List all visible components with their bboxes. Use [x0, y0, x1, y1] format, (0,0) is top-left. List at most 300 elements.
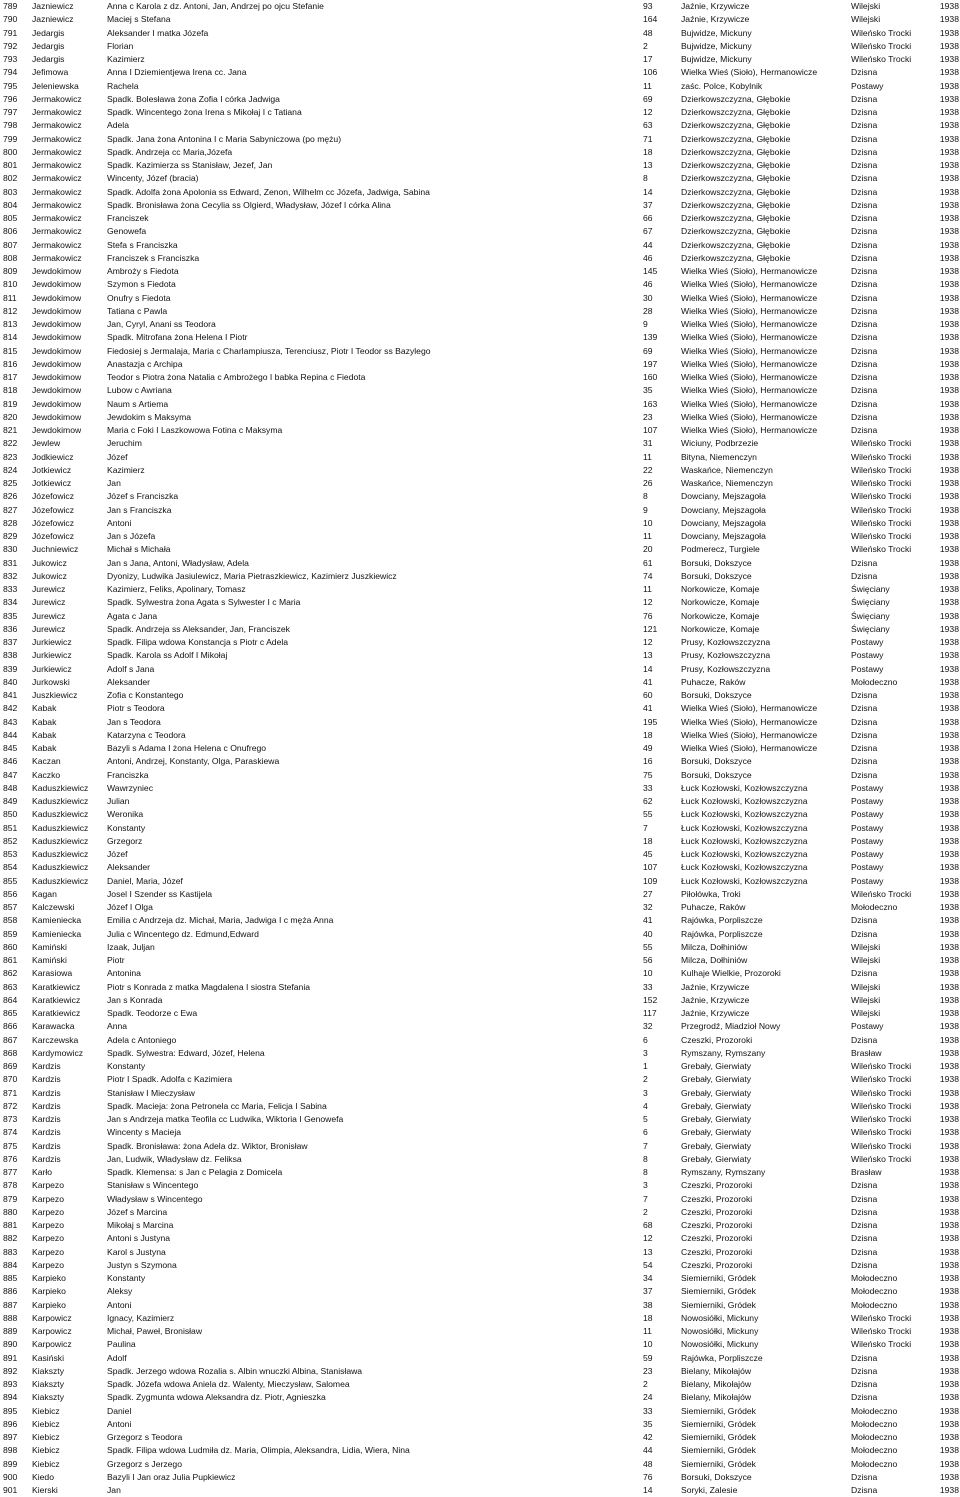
surname-cell: Karło	[32, 1167, 53, 1177]
given-names-cell: Kazimierz	[107, 54, 145, 64]
record-number-cell: 851	[3, 822, 18, 833]
village-commune-cell: Borsuki, Dokszyce	[681, 557, 752, 568]
village-commune-cell: Wielka Wieś (Sioło), Hermanowicze	[681, 279, 818, 290]
table-row	[0, 1206, 960, 1219]
year-cell: 1938	[939, 120, 959, 131]
given-names-cell: Spadk. Filipa wdowa Konstancja s Piotr c Adela	[107, 637, 289, 647]
county-cell: Dzisna	[851, 266, 878, 276]
given-names-cell: Władysław s Wincentego	[107, 1193, 203, 1204]
given-names-cell: Spadk. Kazimierza ss Stanisław, Jezef, Jan	[107, 160, 273, 170]
record-number-cell: 821	[3, 425, 18, 435]
property-number-cell: 45	[643, 849, 653, 859]
year-cell: 1938	[939, 358, 959, 369]
village-commune-cell: Waskańce, Niemenczyn	[681, 464, 773, 475]
county-cell: Postawy	[851, 809, 884, 820]
year-cell: 1938	[939, 1193, 959, 1204]
county-cell: Wileńsko Trocki	[851, 888, 912, 899]
year-cell: 1938	[939, 782, 959, 793]
property-number-cell: 10	[643, 517, 653, 528]
given-names-cell: Spadk. Bronisława żona Cecylia ss Olgierd, Władysław, Józef I córka Alina	[107, 199, 391, 210]
year-cell: 1938	[939, 186, 959, 197]
county-cell: Postawy	[851, 782, 884, 793]
year-cell: 1938	[939, 1326, 959, 1336]
county-cell: Dzisna	[851, 186, 878, 197]
village-commune-cell: Borsuki, Dokszyce	[681, 1471, 752, 1482]
county-cell: Dzisna	[851, 279, 878, 290]
surname-cell: Józefowicz	[32, 491, 75, 502]
village-commune-cell: Dowciany, Mejszagoła	[681, 491, 766, 502]
surname-cell: Jermakowicz	[32, 199, 82, 210]
table-row	[0, 822, 960, 835]
county-cell: Postawy	[851, 80, 884, 91]
given-names-cell: Florian	[107, 40, 134, 51]
property-number-cell: 49	[643, 743, 653, 753]
year-cell: 1938	[939, 1220, 959, 1230]
given-names-cell: Genowefa	[107, 226, 147, 237]
village-commune-cell: Wielka Wieś (Sioło), Hermanowicze	[681, 729, 818, 740]
village-commune-cell: Jaźnie, Krzywicze	[681, 1008, 750, 1018]
village-commune-cell: Wielka Wieś (Sioło), Hermanowicze	[681, 292, 818, 303]
county-cell: Dzisna	[851, 729, 878, 740]
record-number-cell: 789	[3, 1, 18, 11]
given-names-cell: Aleksander	[107, 676, 150, 687]
record-number-cell: 866	[3, 1021, 18, 1032]
county-cell: Dzisna	[851, 199, 878, 210]
year-cell: 1938	[939, 464, 959, 475]
property-number-cell: 61	[643, 557, 653, 568]
record-number-cell: 863	[3, 981, 18, 992]
county-cell: Dzisna	[851, 557, 878, 568]
table-row	[0, 239, 960, 252]
county-cell: Dzisna	[851, 1352, 878, 1363]
surname-cell: Kardzis	[32, 1100, 61, 1111]
county-cell: Mołodeczno	[851, 1432, 898, 1442]
table-row	[0, 557, 960, 570]
surname-cell: Kiebicz	[32, 1405, 60, 1416]
property-number-cell: 62	[643, 796, 653, 806]
property-number-cell: 41	[643, 703, 653, 714]
county-cell: Dzisna	[851, 252, 878, 263]
surname-cell: Jurewicz	[32, 610, 66, 621]
village-commune-cell: Piłołówka, Troki	[681, 888, 741, 899]
village-commune-cell: Wielka Wieś (Sioło), Hermanowicze	[681, 319, 818, 329]
surname-cell: Jewdokimow	[32, 398, 82, 409]
village-commune-cell: Wielka Wieś (Sioło), Hermanowicze	[681, 305, 818, 316]
surname-cell: Jukowicz	[32, 557, 67, 568]
county-cell: Dzisna	[851, 292, 878, 303]
year-cell: 1938	[939, 372, 959, 382]
year-cell: 1938	[939, 451, 959, 462]
county-cell: Postawy	[851, 637, 884, 647]
village-commune-cell: Dzierkowszczyzna, Głębokie	[681, 93, 791, 104]
table-row	[0, 0, 960, 13]
given-names-cell: Konstanty	[107, 1061, 146, 1071]
given-names-cell: Antoni	[107, 517, 132, 528]
village-commune-cell: Dzierkowszczyzna, Głębokie	[681, 133, 791, 144]
table-row	[0, 1444, 960, 1457]
given-names-cell: Maria c Foki I Laszkowowa Fotina c Maksyma	[107, 425, 283, 435]
table-row	[0, 888, 960, 901]
record-number-cell: 829	[3, 531, 18, 541]
property-number-cell: 56	[643, 955, 653, 965]
county-cell: Wileńsko Trocki	[851, 1127, 912, 1138]
table-row	[0, 1405, 960, 1418]
record-number-cell: 867	[3, 1034, 18, 1045]
surname-cell: Jewdokimow	[32, 345, 82, 356]
village-commune-cell: zaśc. Polce, Kobylnik	[681, 80, 763, 91]
table-row	[0, 1126, 960, 1139]
table-row	[0, 477, 960, 490]
year-cell: 1938	[939, 610, 959, 621]
village-commune-cell: Grebały, Gierwiaty	[681, 1140, 752, 1151]
village-commune-cell: Milcza, Dołhiniów	[681, 955, 748, 965]
year-cell: 1938	[939, 1392, 959, 1403]
record-number-cell: 872	[3, 1100, 18, 1111]
county-cell: Dzisna	[851, 716, 878, 727]
village-commune-cell: Czeszki, Prozoroki	[681, 1246, 753, 1257]
surname-cell: Kardzis	[32, 1061, 61, 1071]
surname-cell: Karpezo	[32, 1246, 65, 1257]
property-number-cell: 7	[643, 1140, 648, 1151]
record-number-cell: 816	[3, 358, 18, 369]
given-names-cell: Wincenty, Józef (bracia)	[107, 173, 199, 184]
property-number-cell: 11	[643, 80, 652, 91]
county-cell: Mołodeczno	[851, 1299, 898, 1310]
property-number-cell: 11	[643, 531, 652, 541]
record-number-cell: 877	[3, 1167, 18, 1177]
surname-cell: Jewdokimow	[32, 411, 82, 422]
year-cell: 1938	[939, 213, 959, 223]
year-cell: 1938	[939, 663, 959, 674]
year-cell: 1938	[939, 915, 959, 926]
record-number-cell: 900	[3, 1471, 18, 1482]
surname-cell: Karpezo	[32, 1206, 65, 1217]
property-number-cell: 67	[643, 226, 653, 237]
given-names-cell: Adela	[107, 120, 129, 131]
given-names-cell: Naum s Artiema	[107, 398, 169, 409]
county-cell: Wileńsko Trocki	[851, 1061, 912, 1071]
property-number-cell: 35	[643, 1418, 653, 1429]
given-names-cell: Bazyli s Adama I żona Helena c Onufrego	[107, 743, 267, 753]
table-row	[0, 119, 960, 132]
surname-cell: Kagan	[32, 888, 57, 899]
year-cell: 1938	[939, 584, 959, 594]
surname-cell: Jukowicz	[32, 570, 67, 581]
table-row	[0, 80, 960, 93]
given-names-cell: Jan s Teodora	[107, 716, 161, 727]
county-cell: Dzisna	[851, 1233, 878, 1244]
county-cell: Wileńsko Trocki	[851, 54, 912, 64]
county-cell: Wileńsko Trocki	[851, 451, 912, 462]
village-commune-cell: Wielka Wieś (Sioło), Hermanowicze	[681, 398, 818, 409]
table-row	[0, 1352, 960, 1365]
village-commune-cell: Siemierniki, Gródek	[681, 1273, 756, 1283]
village-commune-cell: Norkowicze, Komaje	[681, 610, 760, 621]
given-names-cell: Lubow c Awriana	[107, 385, 172, 396]
property-number-cell: 12	[643, 107, 653, 117]
county-cell: Wileńsko Trocki	[851, 1100, 912, 1111]
record-number-cell: 827	[3, 504, 18, 515]
county-cell: Mołodeczno	[851, 1445, 898, 1456]
surname-cell: Kaduszkiewicz	[32, 862, 89, 873]
record-number-cell: 845	[3, 743, 18, 753]
table-row	[0, 1113, 960, 1126]
village-commune-cell: Dzierkowszczyzna, Głębokie	[681, 252, 791, 263]
village-commune-cell: Siemierniki, Gródek	[681, 1405, 756, 1416]
record-number-cell: 813	[3, 319, 18, 329]
record-number-cell: 861	[3, 955, 18, 965]
year-cell: 1938	[939, 703, 959, 714]
village-commune-cell: Siemierniki, Gródek	[681, 1432, 756, 1442]
surname-cell: Kardymowicz	[32, 1047, 84, 1058]
county-cell: Mołodeczno	[851, 1273, 898, 1283]
given-names-cell: Jan, Ludwik, Władysław dz. Feliksa	[107, 1153, 242, 1164]
year-cell: 1938	[939, 173, 959, 184]
village-commune-cell: Prusy, Kozłowszczyzna	[681, 650, 771, 661]
given-names-cell: Spadk. Jerzego wdowa Rozalia s. Albin wnuczki Albina, Stanisława	[107, 1365, 363, 1376]
county-cell: Dzisna	[851, 213, 878, 223]
county-cell: Dzisna	[851, 358, 878, 369]
table-row	[0, 106, 960, 119]
year-cell: 1938	[939, 146, 959, 157]
village-commune-cell: Wielka Wieś (Sioło), Hermanowicze	[681, 266, 818, 276]
given-names-cell: Aleksy	[107, 1286, 133, 1297]
surname-cell: Karatkiewicz	[32, 994, 81, 1005]
record-number-cell: 828	[3, 517, 18, 528]
village-commune-cell: Wielka Wieś (Sioło), Hermanowicze	[681, 372, 818, 382]
year-cell: 1938	[939, 809, 959, 820]
record-number-cell: 841	[3, 690, 18, 700]
year-cell: 1938	[939, 1140, 959, 1151]
village-commune-cell: Wielka Wieś (Sioło), Hermanowicze	[681, 703, 818, 714]
record-number-cell: 832	[3, 570, 18, 581]
given-names-cell: Jan	[107, 1485, 121, 1495]
surname-cell: Kamiński	[32, 955, 67, 965]
county-cell: Dzisna	[851, 1259, 878, 1270]
property-number-cell: 2	[643, 40, 648, 51]
property-number-cell: 44	[643, 239, 653, 250]
given-names-cell: Spadk. Klemensa: s Jan c Pelagia z Domicela	[107, 1167, 283, 1177]
record-number-cell: 802	[3, 173, 18, 184]
record-number-cell: 803	[3, 186, 18, 197]
property-number-cell: 30	[643, 292, 653, 303]
year-cell: 1938	[939, 438, 959, 449]
property-number-cell: 2	[643, 1206, 648, 1217]
record-number-cell: 890	[3, 1339, 18, 1350]
surname-cell: Jedargis	[32, 27, 65, 38]
surname-cell: Jewdokimow	[32, 266, 82, 276]
year-cell: 1938	[939, 597, 959, 608]
village-commune-cell: Siemierniki, Gródek	[681, 1299, 756, 1310]
county-cell: Wilejski	[851, 994, 881, 1005]
year-cell: 1938	[939, 279, 959, 290]
property-number-cell: 16	[643, 756, 653, 767]
year-cell: 1938	[939, 570, 959, 581]
table-row	[0, 199, 960, 212]
village-commune-cell: Siemierniki, Gródek	[681, 1418, 756, 1429]
record-number-cell: 825	[3, 478, 18, 488]
given-names-cell: Grzegorz s Teodora	[107, 1432, 183, 1442]
village-commune-cell: Łuck Kozłowski, Kozłowszczyzna	[681, 875, 808, 886]
village-commune-cell: Norkowicze, Komaje	[681, 584, 760, 594]
county-cell: Wilejski	[851, 955, 881, 965]
year-cell: 1938	[939, 1180, 959, 1191]
village-commune-cell: Siemierniki, Gródek	[681, 1458, 756, 1469]
year-cell: 1938	[939, 27, 959, 38]
year-cell: 1938	[939, 40, 959, 51]
given-names-cell: Jan s Franciszka	[107, 504, 172, 515]
given-names-cell: Spadk. Mitrofana żona Helena I Piotr	[107, 332, 248, 343]
property-number-cell: 6	[643, 1034, 648, 1045]
record-number-cell: 818	[3, 385, 18, 396]
county-cell: Wileńsko Trocki	[851, 1074, 912, 1085]
property-number-cell: 69	[643, 345, 653, 356]
county-cell: Święciany	[851, 623, 890, 634]
table-row	[0, 371, 960, 384]
property-number-cell: 13	[643, 650, 653, 661]
record-number-cell: 819	[3, 398, 18, 409]
record-number-cell: 846	[3, 756, 18, 767]
county-cell: Dzisna	[851, 1365, 878, 1376]
table-row	[0, 782, 960, 795]
property-number-cell: 18	[643, 835, 653, 846]
given-names-cell: Ambroży s Fiedota	[107, 266, 179, 276]
given-names-cell: Spadk. Sylwestra żona Agata s Sylwester I c Maria	[107, 597, 301, 608]
table-row	[0, 252, 960, 265]
surname-cell: Jewdokimow	[32, 425, 82, 435]
property-number-cell: 26	[643, 478, 653, 488]
record-number-cell: 801	[3, 160, 18, 170]
surname-cell: Józefowicz	[32, 504, 75, 515]
year-cell: 1938	[939, 1061, 959, 1071]
table-row	[0, 331, 960, 344]
surname-cell: Kardzis	[32, 1127, 61, 1138]
surname-cell: Jermakowicz	[32, 93, 82, 104]
table-row	[0, 411, 960, 424]
property-number-cell: 48	[643, 1458, 653, 1469]
property-number-cell: 34	[643, 1273, 653, 1283]
table-row	[0, 1484, 960, 1497]
table-row	[0, 186, 960, 199]
record-number-cell: 839	[3, 663, 18, 674]
year-cell: 1938	[939, 398, 959, 409]
year-cell: 1938	[939, 1286, 959, 1297]
property-number-cell: 35	[643, 385, 653, 396]
county-cell: Postawy	[851, 849, 884, 859]
record-number-cell: 822	[3, 438, 18, 449]
village-commune-cell: Łuck Kozłowski, Kozłowszczyzna	[681, 809, 808, 820]
given-names-cell: Rachela	[107, 80, 139, 91]
village-commune-cell: Borsuki, Dokszyce	[681, 769, 752, 780]
county-cell: Wileńsko Trocki	[851, 40, 912, 51]
given-names-cell: Spadk. Andrzeja ss Aleksander, Jan, Franciszek	[107, 623, 290, 634]
table-row	[0, 133, 960, 146]
surname-cell: Kabak	[32, 729, 57, 740]
village-commune-cell: Grebały, Gierwiaty	[681, 1114, 752, 1124]
record-number-cell: 804	[3, 199, 18, 210]
table-row	[0, 517, 960, 530]
record-number-cell: 850	[3, 809, 18, 820]
record-number-cell: 876	[3, 1153, 18, 1164]
record-number-cell: 865	[3, 1008, 18, 1018]
year-cell: 1938	[939, 676, 959, 687]
village-commune-cell: Nowosiółki, Mickuny	[681, 1339, 759, 1350]
record-number-cell: 849	[3, 796, 18, 806]
county-cell: Wileńsko Trocki	[851, 478, 912, 488]
table-row	[0, 1299, 960, 1312]
surname-cell: Jermakowicz	[32, 252, 82, 263]
county-cell: Święciany	[851, 610, 890, 621]
village-commune-cell: Przegrodź, Miadzioł Nowy	[681, 1021, 781, 1032]
table-row	[0, 305, 960, 318]
table-row	[0, 437, 960, 450]
property-number-cell: 197	[643, 358, 658, 369]
county-cell: Dzisna	[851, 411, 878, 422]
table-row	[0, 689, 960, 702]
record-number-cell: 834	[3, 597, 18, 608]
surname-cell: Jewdokimow	[32, 279, 82, 290]
table-row	[0, 384, 960, 397]
record-number-cell: 792	[3, 40, 18, 51]
record-number-cell: 824	[3, 464, 18, 475]
table-row	[0, 1179, 960, 1192]
property-number-cell: 42	[643, 1432, 653, 1442]
given-names-cell: Józef	[107, 849, 128, 859]
property-number-cell: 76	[643, 610, 653, 621]
year-cell: 1938	[939, 160, 959, 170]
village-commune-cell: Borsuki, Dokszyce	[681, 570, 752, 581]
table-row	[0, 610, 960, 623]
property-number-cell: 139	[643, 332, 658, 343]
village-commune-cell: Dzierkowszczyzna, Głębokie	[681, 239, 791, 250]
given-names-cell: Grzegorz	[107, 835, 143, 846]
surname-cell: Kaczko	[32, 769, 61, 780]
county-cell: Wileńsko Trocki	[851, 438, 912, 449]
county-cell: Dzisna	[851, 319, 878, 329]
record-number-cell: 795	[3, 80, 18, 91]
table-row	[0, 1285, 960, 1298]
surname-cell: Karpieko	[32, 1273, 66, 1283]
year-cell: 1938	[939, 1206, 959, 1217]
record-number-cell: 812	[3, 305, 18, 316]
village-commune-cell: Norkowicze, Komaje	[681, 623, 760, 634]
surname-cell: Kaduszkiewicz	[32, 835, 89, 846]
property-number-cell: 117	[643, 1008, 657, 1018]
property-number-cell: 12	[643, 1233, 653, 1244]
record-number-cell: 854	[3, 862, 18, 873]
surname-cell: Kiebicz	[32, 1458, 60, 1469]
record-number-cell: 868	[3, 1047, 18, 1058]
county-cell: Dzisna	[851, 133, 878, 144]
year-cell: 1938	[939, 1339, 959, 1350]
year-cell: 1938	[939, 822, 959, 833]
village-commune-cell: Prusy, Kozłowszczyzna	[681, 637, 771, 647]
village-commune-cell: Grebały, Gierwiaty	[681, 1127, 752, 1138]
county-cell: Wilejski	[851, 981, 881, 992]
year-cell: 1938	[939, 941, 959, 952]
county-cell: Dzisna	[851, 160, 878, 170]
table-row	[0, 861, 960, 874]
surname-cell: Jewlew	[32, 438, 61, 449]
table-row	[0, 1338, 960, 1351]
surname-cell: Jermakowicz	[32, 226, 82, 237]
village-commune-cell: Bielany, Mikołajów	[681, 1365, 752, 1376]
surname-cell: Jewdokimow	[32, 372, 82, 382]
record-number-cell: 806	[3, 226, 18, 237]
table-row	[0, 1458, 960, 1471]
property-number-cell: 76	[643, 1471, 653, 1482]
table-row	[0, 941, 960, 954]
